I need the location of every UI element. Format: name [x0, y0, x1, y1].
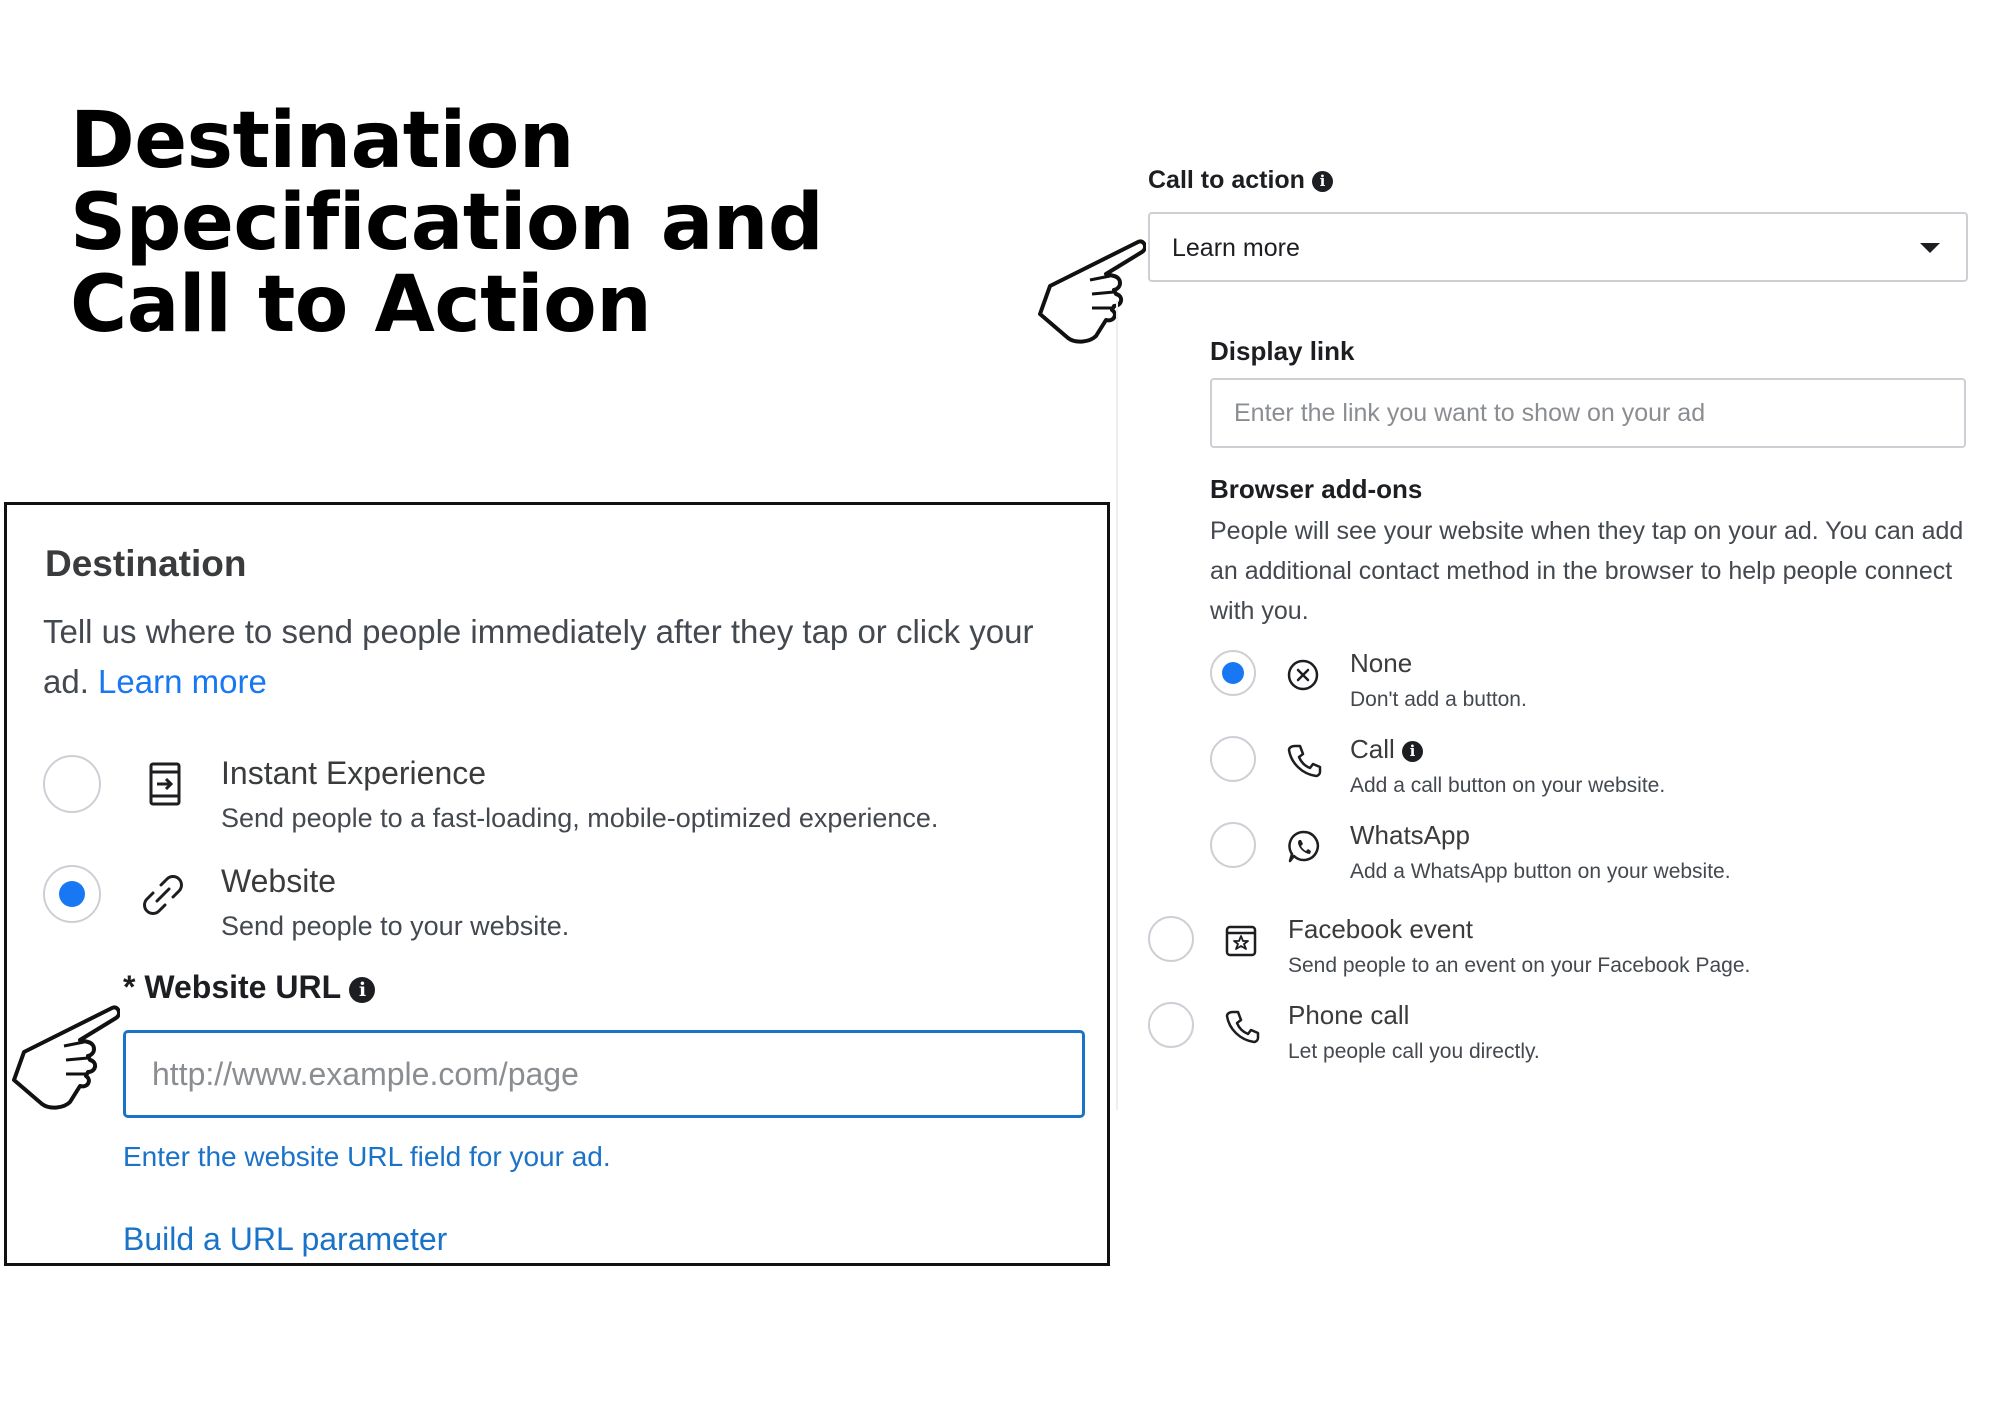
- option-title-facebook-event: Facebook event: [1288, 914, 1474, 944]
- option-title-instant-experience: Instant Experience: [221, 755, 487, 791]
- display-link-input[interactable]: [1210, 378, 1966, 448]
- event-icon: [1224, 922, 1258, 958]
- pointing-hand-icon: [8, 996, 120, 1114]
- destination-panel: [4, 502, 1110, 1266]
- call-to-action-selected-value: Learn more: [1172, 234, 1300, 262]
- website-url-helper-text: Enter the website URL field for your ad.: [123, 1141, 611, 1172]
- call-to-action-label: [1148, 166, 1333, 195]
- instant-experience-icon: [145, 761, 185, 807]
- radio-addon-call[interactable]: [1210, 736, 1256, 782]
- headline-line-3: Call to Action: [70, 260, 652, 350]
- browser-addons-label: Browser add-ons: [1210, 474, 1423, 504]
- call-to-action-dropdown[interactable]: [1148, 212, 1968, 282]
- option-subtitle-facebook-event: Send people to an event on your Facebook Page.: [1288, 954, 1751, 977]
- addon-title-none: None: [1350, 648, 1413, 678]
- link-icon: [139, 871, 187, 919]
- website-url-label-text: Website URL: [144, 969, 341, 1005]
- website-url-label: [123, 969, 375, 1006]
- call-to-action-label-text: Call to action: [1148, 166, 1305, 194]
- option-title-phone-call: Phone call: [1288, 1000, 1410, 1030]
- addon-title-call-text: Call: [1350, 734, 1395, 764]
- info-icon[interactable]: i: [349, 977, 375, 1003]
- radio-website[interactable]: [43, 865, 101, 923]
- radio-addon-whatsapp[interactable]: [1210, 822, 1256, 868]
- info-icon[interactable]: i: [1402, 741, 1423, 762]
- addon-subtitle-none: Don't add a button.: [1350, 688, 1527, 711]
- page-headline: [70, 96, 830, 350]
- info-icon[interactable]: i: [1312, 171, 1333, 192]
- display-link-label: Display link: [1210, 336, 1355, 366]
- phone-icon: [1286, 742, 1322, 778]
- panel-divider: [1116, 300, 1118, 1110]
- option-subtitle-website: Send people to your website.: [221, 911, 570, 941]
- addon-subtitle-call: Add a call button on your website.: [1350, 774, 1666, 797]
- radio-facebook-event[interactable]: [1148, 916, 1194, 962]
- learn-more-link[interactable]: Learn more: [98, 663, 267, 700]
- destination-title: Destination: [45, 543, 247, 584]
- radio-phone-call[interactable]: [1148, 1002, 1194, 1048]
- close-circle-icon: [1286, 658, 1320, 692]
- pointing-hand-icon: [1034, 230, 1146, 348]
- destination-description-text: Tell us where to send people immediately after they tap or click your ad.: [43, 613, 1034, 700]
- build-url-parameter-link[interactable]: Build a URL parameter: [123, 1221, 448, 1257]
- headline-line-1: Destination: [70, 96, 574, 186]
- option-title-website: Website: [221, 863, 337, 899]
- website-url-input[interactable]: [123, 1030, 1085, 1118]
- option-subtitle-instant-experience: Send people to a fast-loading, mobile-optimized experience.: [221, 803, 939, 833]
- required-mark: *: [123, 969, 136, 1005]
- radio-instant-experience[interactable]: [43, 755, 101, 813]
- addon-title-whatsapp: WhatsApp: [1350, 820, 1470, 850]
- browser-addons-description: People will see your website when they tap on your ad. You can add an additional contact method in the browser to help people connect with you.: [1210, 517, 1964, 625]
- destination-description: [43, 607, 1063, 707]
- addon-subtitle-whatsapp: Add a WhatsApp button on your website.: [1350, 860, 1731, 883]
- caret-down-icon: [1920, 243, 1940, 253]
- radio-addon-none[interactable]: [1210, 650, 1256, 696]
- whatsapp-icon: [1286, 828, 1322, 864]
- option-subtitle-phone-call: Let people call you directly.: [1288, 1040, 1540, 1063]
- headline-line-2: Specification and: [70, 178, 824, 268]
- phone-icon: [1224, 1008, 1260, 1044]
- addon-title-call: [1350, 734, 1423, 765]
